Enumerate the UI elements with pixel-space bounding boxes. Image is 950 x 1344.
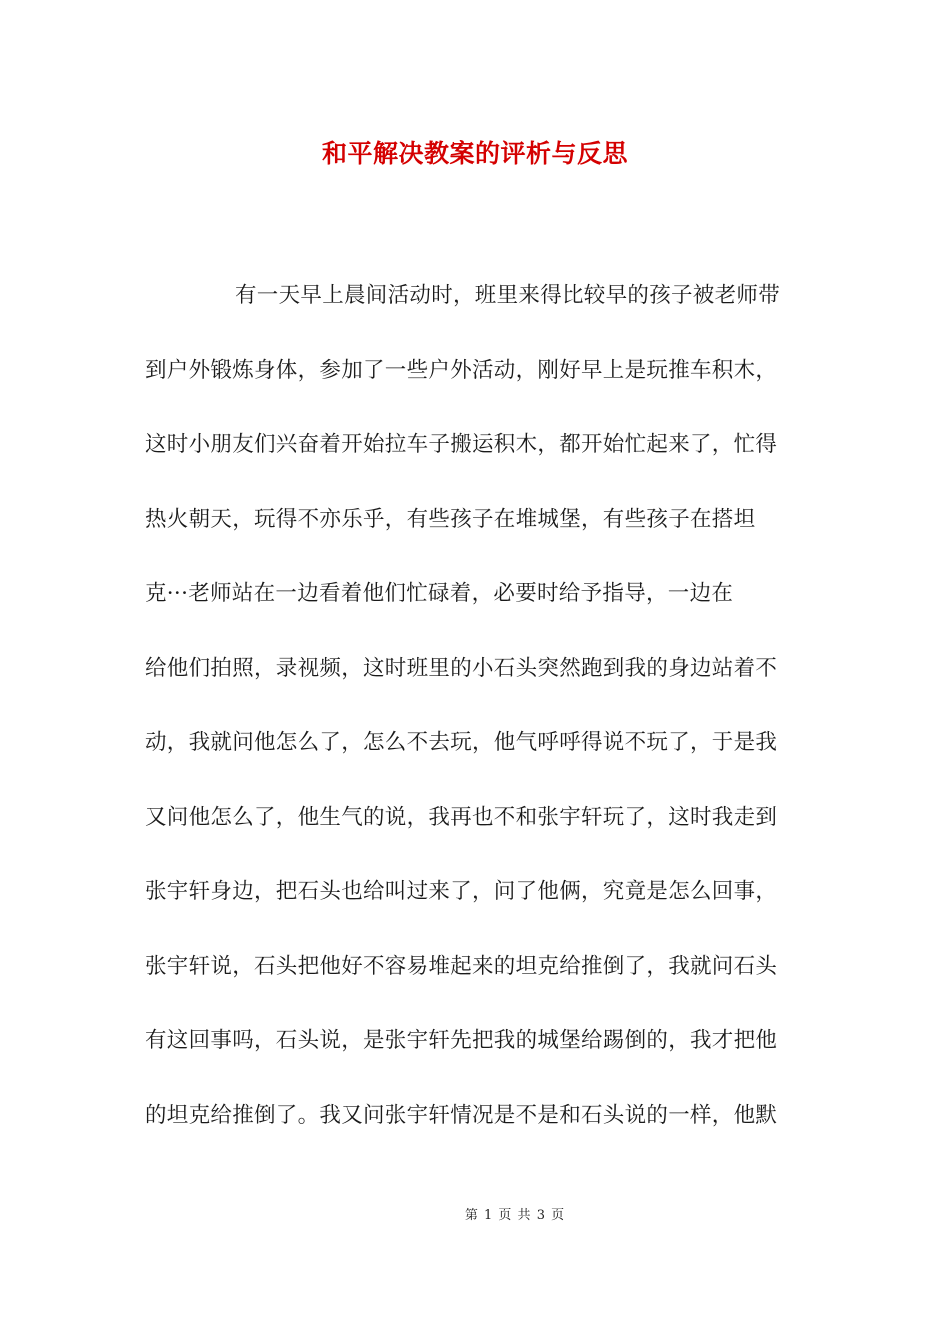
body-line: 张宇轩身边，把石头也给叫过来了，问了他俩，究竟是怎么回事， <box>145 879 778 904</box>
body-line: 动，我就问他怎么了，怎么不去玩，他气呼呼得说不玩了，于是我 <box>145 730 778 755</box>
body-line: 这时小朋友们兴奋着开始拉车子搬运积木，都开始忙起来了，忙得 <box>145 432 778 457</box>
document-title: 和平解决教案的评析与反思 <box>321 139 628 168</box>
body-line: 给他们拍照，录视频，这时班里的小石头突然跑到我的身边站着不 <box>145 655 778 681</box>
body-line: 有这回事吗，石头说，是张宇轩先把我的城堡给踢倒的，我才把他 <box>145 1028 778 1053</box>
body-line: 又问他怎么了，他生气的说，我再也不和张宇轩玩了，这时我走到 <box>145 804 778 830</box>
body-line: 张宇轩说，石头把他好不容易堆起来的坦克给推倒了，我就问石头 <box>145 953 778 979</box>
page-number-footer: 第 1 页 共 3 页 <box>464 1208 566 1223</box>
body-line: 克···老师站在一边看着他们忙碌着，必要时给予指导，一边在 <box>145 581 734 606</box>
body-line: 到户外锻炼身体，参加了一些户外活动，刚好早上是玩推车积木， <box>145 357 778 383</box>
body-line: 热火朝天，玩得不亦乐乎，有些孩子在堆城堡，有些孩子在搭坦 <box>145 506 756 532</box>
document-body <box>145 278 805 1172</box>
body-line: 的坦克给推倒了。我又问张宇轩情况是不是和石头说的一样，他默 <box>145 1102 778 1128</box>
body-line: 有一天早上晨间活动时，班里来得比较早的孩子被老师带 <box>235 283 781 308</box>
